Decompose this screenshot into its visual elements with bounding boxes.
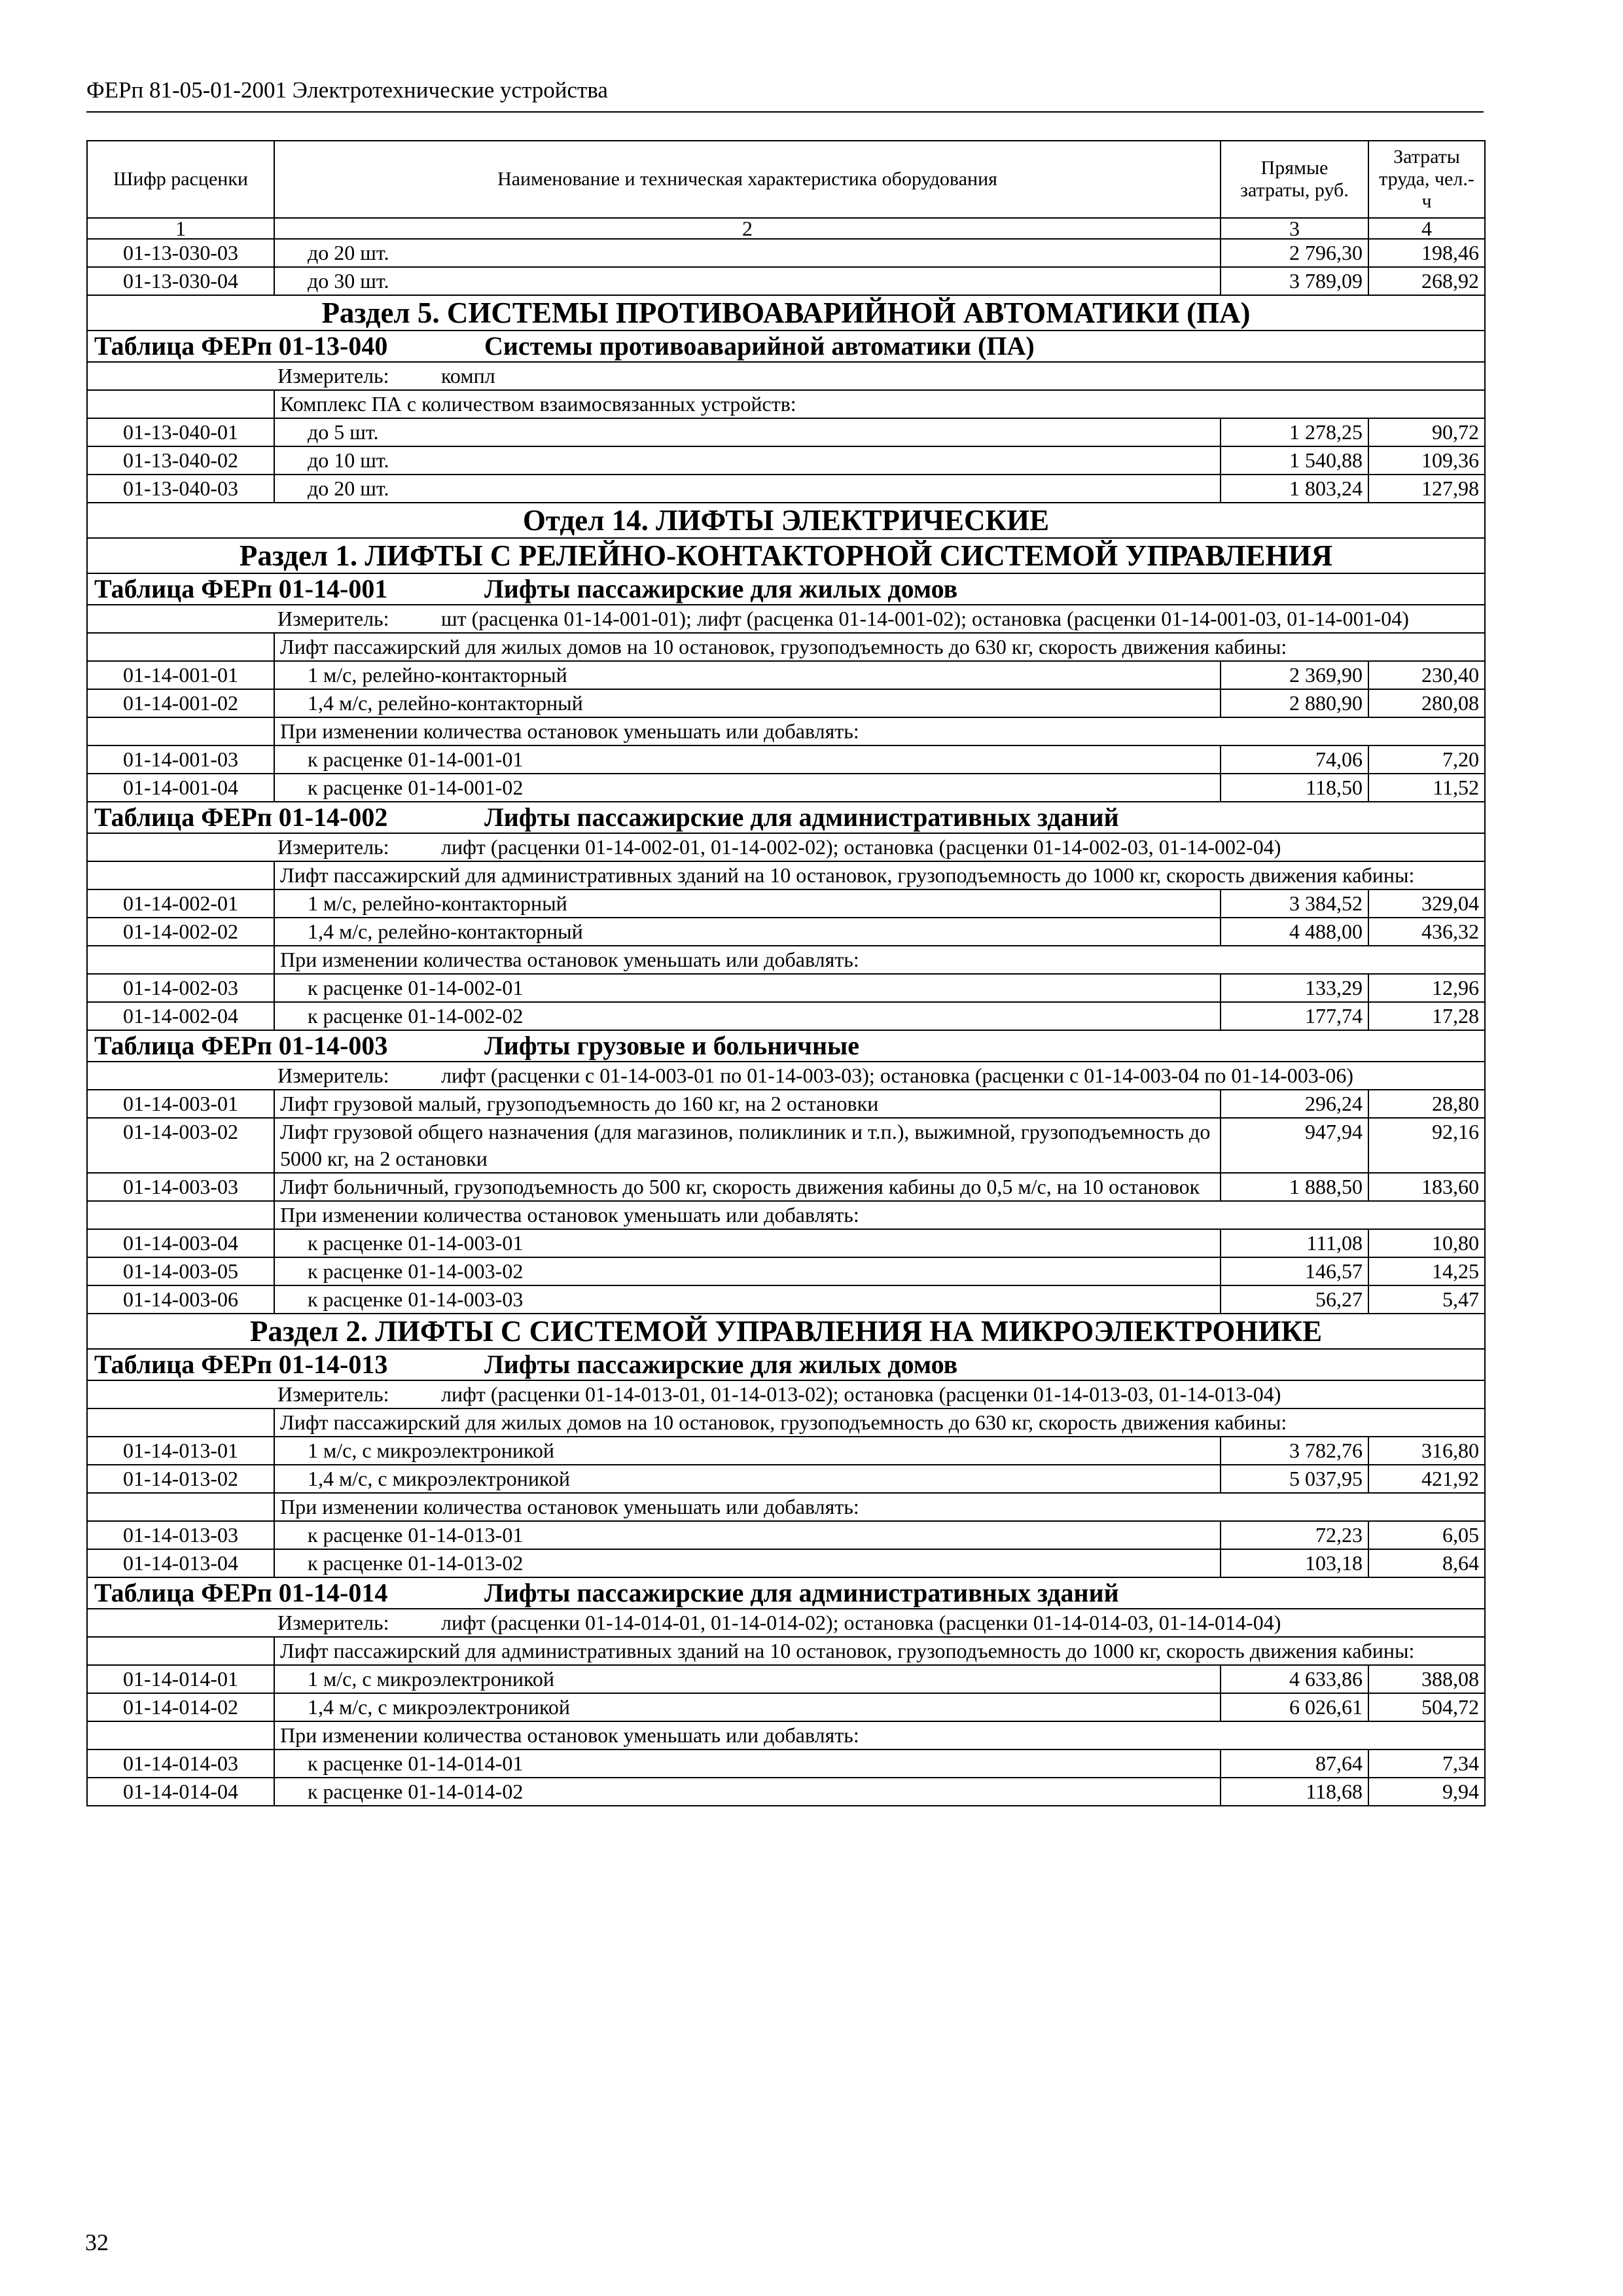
- row-labor: 388,08: [1368, 1665, 1485, 1693]
- row-labor: 280,08: [1368, 689, 1485, 717]
- row-name: к расценке 01-14-003-01: [274, 1229, 1221, 1257]
- row-name: Лифт грузовой малый, грузоподъемность до 160 кг, на 2 остановки: [274, 1090, 1221, 1118]
- row-code: 01-13-040-03: [87, 475, 274, 503]
- row-code: 01-14-013-04: [87, 1549, 274, 1577]
- header-rule: [86, 111, 1484, 113]
- row-cost: 87,64: [1221, 1749, 1368, 1778]
- row-name: к расценке 01-14-013-02: [274, 1549, 1221, 1577]
- row-cost: 4 488,00: [1221, 918, 1368, 946]
- row-labor: 109,36: [1368, 446, 1485, 475]
- row-code: 01-14-003-01: [87, 1090, 274, 1118]
- row-cost: 1 540,88: [1221, 446, 1368, 475]
- table-number: Таблица ФЕРп 01-14-003: [94, 1031, 388, 1060]
- row-name: 1 м/с, релейно-контакторный: [274, 661, 1221, 689]
- table-title-row: [87, 802, 1485, 833]
- row-cost: 118,68: [1221, 1778, 1368, 1806]
- row-cost: 118,50: [1221, 774, 1368, 802]
- description-text: Лифт пассажирский для жилых домов на 10 остановок, грузоподъемность до 630 кг, скорость движения кабины:: [274, 633, 1485, 661]
- row-code: 01-14-013-03: [87, 1521, 274, 1549]
- row-labor: 8,64: [1368, 1549, 1485, 1577]
- table-number: Таблица ФЕРп 01-13-040: [94, 331, 388, 361]
- meter-row: [87, 1380, 1485, 1408]
- note-text: При изменении количества остановок уменьшать или добавлять:: [274, 717, 1485, 745]
- description-row: [87, 861, 1485, 889]
- row-labor: 92,16: [1368, 1118, 1485, 1173]
- col-num-1: 1: [87, 218, 274, 239]
- table-row: [87, 974, 1485, 1002]
- table-row: [87, 1778, 1485, 1806]
- note-text: При изменении количества остановок уменьшать или добавлять:: [274, 1721, 1485, 1749]
- row-labor: 329,04: [1368, 889, 1485, 918]
- table-row: [87, 1229, 1485, 1257]
- row-code: 01-14-013-01: [87, 1437, 274, 1465]
- section-heading-row: [87, 295, 1485, 331]
- row-name: до 20 шт.: [274, 475, 1221, 503]
- row-code: 01-13-030-03: [87, 239, 274, 267]
- table-row: [87, 446, 1485, 475]
- row-name: до 5 шт.: [274, 418, 1221, 446]
- row-name: 1,4 м/с, релейно-контакторный: [274, 918, 1221, 946]
- table-row: [87, 1521, 1485, 1549]
- description-row: [87, 633, 1485, 661]
- meter-row: [87, 1062, 1485, 1090]
- row-cost: 133,29: [1221, 974, 1368, 1002]
- meter-label: Измеритель:: [277, 364, 389, 387]
- row-code: 01-14-003-02: [87, 1118, 274, 1173]
- meter-label: Измеритель:: [277, 835, 389, 859]
- row-labor: 504,72: [1368, 1693, 1485, 1721]
- row-cost: 177,74: [1221, 1002, 1368, 1030]
- table-title: Системы противоаварийной автоматики (ПА): [484, 331, 1035, 361]
- row-labor: 17,28: [1368, 1002, 1485, 1030]
- table-row: [87, 1549, 1485, 1577]
- row-code: 01-14-001-02: [87, 689, 274, 717]
- row-code: 01-13-030-04: [87, 267, 274, 295]
- row-cost: 6 026,61: [1221, 1693, 1368, 1721]
- row-name: к расценке 01-14-001-01: [274, 745, 1221, 774]
- row-code: 01-13-040-02: [87, 446, 274, 475]
- row-name: Лифт грузовой общего назначения (для магазинов, поликлиник и т.п.), выжимной, грузоподъемность до 5000 кг, на 2 остановки: [274, 1118, 1221, 1173]
- meter-value: лифт (расценки 01-14-002-01, 01-14-002-02); остановка (расценки 01-14-002-03, 01-14-002-04): [441, 835, 1281, 859]
- description-text: Лифт пассажирский для административных зданий на 10 остановок, грузоподъемность до 1000 кг, скорость движения кабины:: [274, 861, 1485, 889]
- row-code: 01-14-001-01: [87, 661, 274, 689]
- meter-row: [87, 605, 1485, 633]
- row-name: 1 м/с, с микроэлектроникой: [274, 1665, 1221, 1693]
- row-labor: 90,72: [1368, 418, 1485, 446]
- meter-row: [87, 833, 1485, 861]
- row-code: 01-14-003-06: [87, 1285, 274, 1314]
- row-labor: 316,80: [1368, 1437, 1485, 1465]
- table-number: Таблица ФЕРп 01-14-014: [94, 1578, 388, 1607]
- table-title-row: [87, 1349, 1485, 1380]
- table-row: [87, 1665, 1485, 1693]
- row-cost: 947,94: [1221, 1118, 1368, 1173]
- meter-label: Измеритель:: [277, 607, 389, 630]
- section-heading-row: [87, 538, 1485, 573]
- table-title: Лифты грузовые и больничные: [484, 1031, 859, 1060]
- meter-label: Измеритель:: [277, 1611, 389, 1634]
- note-row: [87, 946, 1485, 974]
- meter-value: лифт (расценки 01-14-013-01, 01-14-013-02); остановка (расценки 01-14-013-03, 01-14-013-04): [441, 1382, 1281, 1406]
- table-row: [87, 774, 1485, 802]
- row-code: 01-14-014-01: [87, 1665, 274, 1693]
- row-cost: 1 803,24: [1221, 475, 1368, 503]
- row-cost: 2 880,90: [1221, 689, 1368, 717]
- table-title-row: [87, 1577, 1485, 1609]
- meter-row: [87, 1609, 1485, 1637]
- table-row: [87, 661, 1485, 689]
- row-cost: 74,06: [1221, 745, 1368, 774]
- row-cost: 4 633,86: [1221, 1665, 1368, 1693]
- row-labor: 7,34: [1368, 1749, 1485, 1778]
- table-title-row: [87, 1030, 1485, 1062]
- row-name: к расценке 01-14-014-02: [274, 1778, 1221, 1806]
- page-number: 32: [85, 2229, 109, 2255]
- section-heading: Раздел 5. СИСТЕМЫ ПРОТИВОАВАРИЙНОЙ АВТОМАТИКИ (ПА): [87, 295, 1485, 331]
- table-row: [87, 1693, 1485, 1721]
- running-header: ФЕРп 81-05-01-2001 Электротехнические устройства: [86, 77, 608, 103]
- row-cost: 3 789,09: [1221, 267, 1368, 295]
- note-text: При изменении количества остановок уменьшать или добавлять:: [274, 1493, 1485, 1521]
- row-labor: 198,46: [1368, 239, 1485, 267]
- row-code: 01-14-001-04: [87, 774, 274, 802]
- row-code: 01-13-040-01: [87, 418, 274, 446]
- row-cost: 296,24: [1221, 1090, 1368, 1118]
- description-text: Лифт пассажирский для административных зданий на 10 остановок, грузоподъемность до 1000 кг, скорость движения кабины:: [274, 1637, 1485, 1665]
- row-name: до 10 шт.: [274, 446, 1221, 475]
- row-name: Лифт больничный, грузоподъемность до 500 кг, скорость движения кабины до 0,5 м/с, на 10 остановок: [274, 1173, 1221, 1201]
- description-text: Лифт пассажирский для жилых домов на 10 остановок, грузоподъемность до 630 кг, скорость движения кабины:: [274, 1408, 1485, 1437]
- meter-label: Измеритель:: [277, 1382, 389, 1406]
- row-labor: 183,60: [1368, 1173, 1485, 1201]
- section-heading-row: [87, 1314, 1485, 1349]
- row-labor: 12,96: [1368, 974, 1485, 1002]
- table-number: Таблица ФЕРп 01-14-013: [94, 1350, 388, 1379]
- meter-label: Измеритель:: [277, 1064, 389, 1087]
- row-name: к расценке 01-14-002-01: [274, 974, 1221, 1002]
- row-name: к расценке 01-14-003-02: [274, 1257, 1221, 1285]
- row-name: к расценке 01-14-003-03: [274, 1285, 1221, 1314]
- row-labor: 127,98: [1368, 475, 1485, 503]
- table-title: Лифты пассажирские для жилых домов: [484, 1350, 958, 1379]
- meter-value: компл: [441, 364, 495, 387]
- table-row: [87, 918, 1485, 946]
- note-row: [87, 1721, 1485, 1749]
- row-labor: 6,05: [1368, 1521, 1485, 1549]
- row-cost: 56,27: [1221, 1285, 1368, 1314]
- header-labor: Затраты труда, чел.-ч: [1368, 141, 1485, 218]
- description-row: [87, 390, 1485, 418]
- row-code: 01-14-003-05: [87, 1257, 274, 1285]
- table-row: [87, 1173, 1485, 1201]
- row-name: 1,4 м/с, релейно-контакторный: [274, 689, 1221, 717]
- col-num-2: 2: [274, 218, 1221, 239]
- row-labor: 10,80: [1368, 1229, 1485, 1257]
- row-code: 01-14-003-04: [87, 1229, 274, 1257]
- note-text: При изменении количества остановок уменьшать или добавлять:: [274, 1201, 1485, 1229]
- row-code: 01-14-014-04: [87, 1778, 274, 1806]
- table-row: [87, 1118, 1485, 1173]
- row-name: к расценке 01-14-002-02: [274, 1002, 1221, 1030]
- row-cost: 5 037,95: [1221, 1465, 1368, 1493]
- table-title: Лифты пассажирские для жилых домов: [484, 574, 958, 603]
- section-heading: Раздел 1. ЛИФТЫ С РЕЛЕЙНО-КОНТАКТОРНОЙ СИСТЕМОЙ УПРАВЛЕНИЯ: [87, 538, 1485, 573]
- row-cost: 103,18: [1221, 1549, 1368, 1577]
- meter-value: лифт (расценки с 01-14-003-01 по 01-14-003-03); остановка (расценки с 01-14-003-04 по 01-14-003-06): [441, 1064, 1353, 1087]
- row-name: 1 м/с, с микроэлектроникой: [274, 1437, 1221, 1465]
- note-row: [87, 1493, 1485, 1521]
- table-title: Лифты пассажирские для административных зданий: [484, 1578, 1119, 1607]
- note-text: При изменении количества остановок уменьшать или добавлять:: [274, 946, 1485, 974]
- row-name: 1,4 м/с, с микроэлектроникой: [274, 1465, 1221, 1493]
- row-name: к расценке 01-14-014-01: [274, 1749, 1221, 1778]
- row-name: 1 м/с, релейно-контакторный: [274, 889, 1221, 918]
- table-row: [87, 1749, 1485, 1778]
- table-title-row: [87, 331, 1485, 362]
- row-code: 01-14-002-04: [87, 1002, 274, 1030]
- row-labor: 268,92: [1368, 267, 1485, 295]
- table-row: [87, 1437, 1485, 1465]
- table-row: [87, 1002, 1485, 1030]
- row-name: к расценке 01-14-013-01: [274, 1521, 1221, 1549]
- row-labor: 14,25: [1368, 1257, 1485, 1285]
- division-heading: Отдел 14. ЛИФТЫ ЭЛЕКТРИЧЕСКИЕ: [87, 503, 1485, 538]
- table-row: [87, 1285, 1485, 1314]
- row-code: 01-14-013-02: [87, 1465, 274, 1493]
- column-number-row: [87, 218, 1485, 239]
- col-num-3: 3: [1221, 218, 1368, 239]
- row-labor: 28,80: [1368, 1090, 1485, 1118]
- row-code: 01-14-002-02: [87, 918, 274, 946]
- row-code: 01-14-002-03: [87, 974, 274, 1002]
- division-heading-row: [87, 503, 1485, 538]
- table-number: Таблица ФЕРп 01-14-002: [94, 802, 388, 832]
- rates-table: [86, 140, 1486, 1806]
- note-row: [87, 1201, 1485, 1229]
- table-row: [87, 689, 1485, 717]
- header-code: Шифр расценки: [87, 141, 274, 218]
- row-labor: 7,20: [1368, 745, 1485, 774]
- row-labor: 11,52: [1368, 774, 1485, 802]
- row-cost: 146,57: [1221, 1257, 1368, 1285]
- meter-value: шт (расценка 01-14-001-01); лифт (расценка 01-14-001-02); остановка (расценки 01-14-001-03, 01-14-001-04): [441, 607, 1409, 630]
- description-row: [87, 1408, 1485, 1437]
- description-row: [87, 1637, 1485, 1665]
- row-cost: 2 369,90: [1221, 661, 1368, 689]
- table-row: [87, 1257, 1485, 1285]
- row-cost: 1 278,25: [1221, 418, 1368, 446]
- row-name: до 30 шт.: [274, 267, 1221, 295]
- row-labor: 436,32: [1368, 918, 1485, 946]
- row-cost: 111,08: [1221, 1229, 1368, 1257]
- table-number: Таблица ФЕРп 01-14-001: [94, 574, 388, 603]
- header-name: Наименование и техническая характеристика оборудования: [274, 141, 1221, 218]
- row-labor: 5,47: [1368, 1285, 1485, 1314]
- row-cost: 3 782,76: [1221, 1437, 1368, 1465]
- row-labor: 421,92: [1368, 1465, 1485, 1493]
- header-cost: Прямые затраты, руб.: [1221, 141, 1368, 218]
- row-code: 01-14-003-03: [87, 1173, 274, 1201]
- row-code: 01-14-002-01: [87, 889, 274, 918]
- row-cost: 72,23: [1221, 1521, 1368, 1549]
- table-row: [87, 267, 1485, 295]
- row-cost: 3 384,52: [1221, 889, 1368, 918]
- section-heading: Раздел 2. ЛИФТЫ С СИСТЕМОЙ УПРАВЛЕНИЯ НА МИКРОЭЛЕКТРОНИКЕ: [87, 1314, 1485, 1349]
- table-header-row: [87, 141, 1485, 218]
- table-title-row: [87, 573, 1485, 605]
- table-row: [87, 1090, 1485, 1118]
- table-row: [87, 1465, 1485, 1493]
- row-code: 01-14-014-02: [87, 1693, 274, 1721]
- table-row: [87, 239, 1485, 267]
- row-cost: 1 888,50: [1221, 1173, 1368, 1201]
- row-name: к расценке 01-14-001-02: [274, 774, 1221, 802]
- note-row: [87, 717, 1485, 745]
- table-title: Лифты пассажирские для административных зданий: [484, 802, 1119, 832]
- table-row: [87, 889, 1485, 918]
- table-row: [87, 745, 1485, 774]
- meter-value: лифт (расценки 01-14-014-01, 01-14-014-02); остановка (расценки 01-14-014-03, 01-14-014-04): [441, 1611, 1281, 1634]
- table-row: [87, 475, 1485, 503]
- description-text: Комплекс ПА с количеством взаимосвязанных устройств:: [274, 390, 1485, 418]
- table-row: [87, 418, 1485, 446]
- row-name: 1,4 м/с, с микроэлектроникой: [274, 1693, 1221, 1721]
- row-code: 01-14-001-03: [87, 745, 274, 774]
- row-code: 01-14-014-03: [87, 1749, 274, 1778]
- row-labor: 230,40: [1368, 661, 1485, 689]
- meter-row: [87, 362, 1485, 390]
- row-labor: 9,94: [1368, 1778, 1485, 1806]
- row-cost: 2 796,30: [1221, 239, 1368, 267]
- col-num-4: 4: [1368, 218, 1485, 239]
- row-name: до 20 шт.: [274, 239, 1221, 267]
